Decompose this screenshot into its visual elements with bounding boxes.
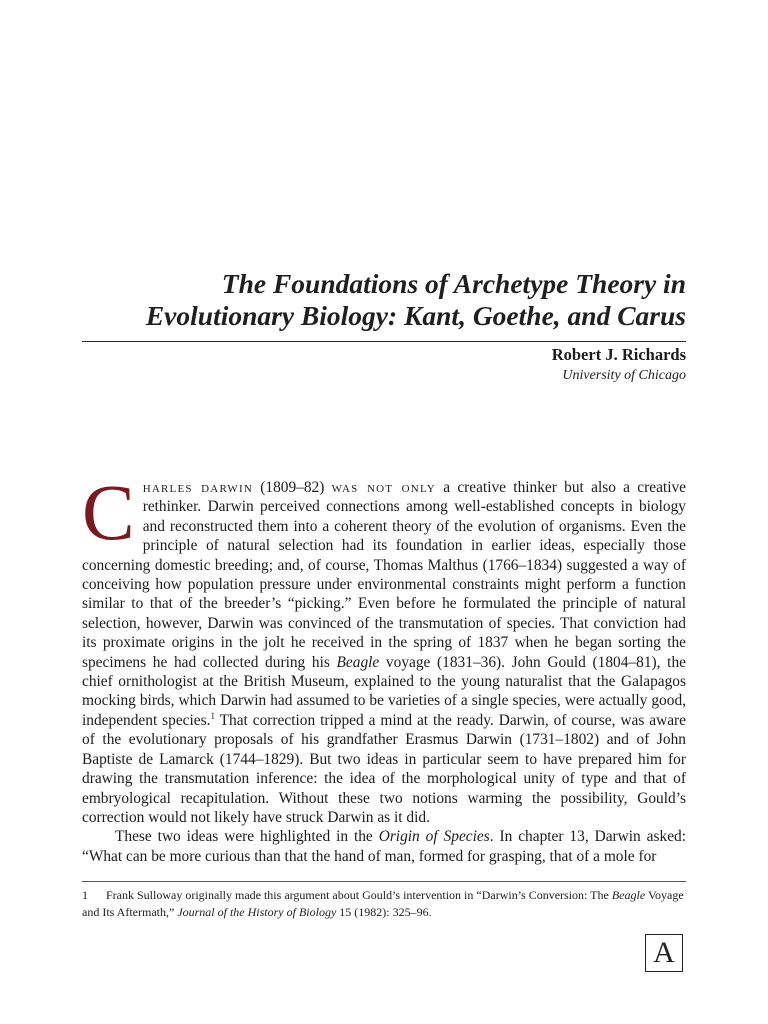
title-line-1: The Foundations of Archetype Theory in (221, 268, 686, 299)
title-line-2: Evolutionary Biology: Kant, Goethe, and Carus (145, 300, 686, 331)
author-affiliation: University of Chicago (562, 368, 686, 383)
paragraph-1 (82, 470, 686, 827)
paragraph-2-text-b: . In chapter 13, Darwin asked: “What can be more curious than that the hand of man, formed for grasping, that of a mole for (82, 828, 686, 865)
paragraph-2-italic-origin: Origin of Species (378, 828, 490, 846)
publisher-logo-letter: A (653, 936, 675, 969)
body-text (82, 470, 686, 866)
paragraph-1-text-b: voyage (1831–36). John Gould (1804–81), the chief ornithologist at the British Museum, explained to the young naturalist that the Galapagos mocking birds, which Darwin had assumed to be varieties of a single species, were actually good, independent species. (82, 653, 686, 729)
lead-smallcaps-2: was not only (331, 479, 436, 496)
footnote-italic-journal: Journal of the History of Biology (177, 904, 337, 919)
footnote-reference[interactable]: 1 (210, 710, 215, 721)
paragraph-2 (82, 827, 686, 866)
footnote-italic-beagle: Beagle (611, 888, 646, 902)
lead-smallcaps-1: harles darwin (142, 479, 253, 496)
footnote-number: 1 (82, 888, 88, 902)
paragraph-1-text-a: a creative thinker but also a creative rethinker. Darwin perceived connections among well-established concepts in biology and reconstructed them into a coherent theory of the evolution of organisms. Even the principle of natural selection had its foundation in earlier ideas, especially those concerning domestic breeding; and, of course, Thomas Malthus (1766–1834) suggested a way of conceiving how population pressure under environmental constraints might perform a function similar to that of the breeder’s “picking.” Even before he formulated the principle of natural selection, however, Darwin was convinced of the transmutation of species. That conviction had its proximate origins in the jolt he received in the spring of 1837 when he began sorting the specimens he had collected during his (82, 479, 686, 671)
footnote-rule (82, 881, 686, 882)
footnote-text-a: Frank Sulloway originally made this argument about Gould’s intervention in “Darwin’s Conversion: The (106, 888, 612, 902)
drop-cap: C (82, 470, 135, 557)
title-rule (82, 341, 686, 342)
publisher-logo (645, 934, 683, 972)
footnote-text-b: Voyage and Its Aftermath,” (82, 888, 684, 919)
paragraph-1-italic-beagle: Beagle (336, 653, 380, 671)
author-name: Robert J. Richards (551, 345, 686, 364)
lead-dates: (1809–82) (252, 479, 332, 496)
footnote-text-c: 15 (1982): 325–96. (336, 904, 432, 919)
footnote-text (82, 888, 684, 919)
paragraph-2-text-a: These two ideas were highlighted in the (115, 828, 379, 846)
article-title (82, 268, 686, 332)
footnote (82, 887, 686, 920)
paragraph-1-text-c: That correction tripped a mind at the ready. Darwin, of course, was aware of the evolutionary proposals of his grandfather Erasmus Darwin (1731–1802) and of John Baptiste de Lamarck (1744–1829). But two ideas in particular seem to have prepared him for drawing the transmutation inference: the idea of the morphological unity of type and that of embryological recapitulation. Without these two notions warming the possibility, Gould’s correction would not likely have struck Darwin as it did. (82, 711, 686, 826)
